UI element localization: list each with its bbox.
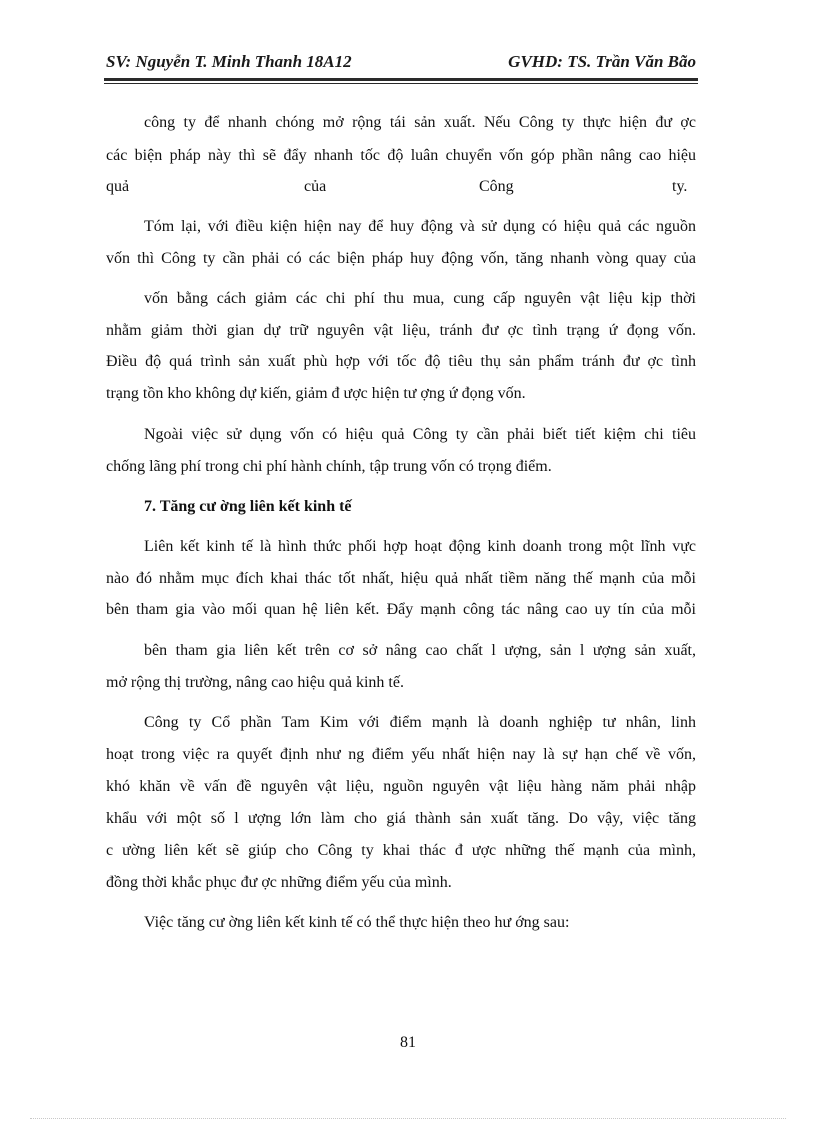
spread-line	[106, 173, 696, 201]
text-line: Điều độ quá trình sản xuất phù hợp với tốc độ tiêu thụ sản phẩm tránh đư ợc tình	[106, 353, 696, 370]
text-line: trạng tồn kho không dự kiến, giảm đ ược hiện tư ợng ứ đọng vốn.	[106, 385, 526, 402]
text-line: bên tham gia vào mối quan hệ liên kết. Đẩy mạnh công tác nâng cao uy tín của mỗi	[106, 601, 696, 618]
section-heading: 7. Tăng cư ờng liên kết kinh tế	[144, 498, 352, 515]
header-rule-thick	[104, 78, 698, 81]
text-line: Việc tăng cư ờng liên kết kinh tế có thể thực hiện theo hư ớng sau:	[144, 914, 570, 931]
text-line: Liên kết kinh tế là hình thức phối hợp hoạt động kinh doanh trong một lĩnh vực	[144, 538, 696, 555]
spread-word: của	[304, 178, 327, 195]
text-line: hoạt trong việc ra quyết định như ng điểm yếu nhất hiện nay là sự hạn chế về vốn,	[106, 746, 696, 763]
text-line: chống lãng phí trong chi phí hành chính, tập trung vốn có trọng điểm.	[106, 458, 552, 475]
text-line: các biện pháp này thì sẽ đẩy nhanh tốc độ luân chuyển vốn góp phần nâng cao hiệu	[106, 147, 696, 164]
text-line: c ường liên kết sẽ giúp cho Công ty khai thác đ ược những thế mạnh của mình,	[106, 842, 696, 859]
text-line: nào đó nhằm mục đích khai thác tốt nhất, hiệu quả nhất tiềm năng thế mạnh của mỗi	[106, 570, 696, 587]
text-line: Tóm lại, với điều kiện hiện nay để huy động và sử dụng có hiệu quả các nguồn	[144, 218, 696, 235]
header-rule-thin	[104, 83, 698, 84]
text-line: khó khăn về vấn đề nguyên vật liệu, nguồn nguyên vật liệu hàng năm phải nhập	[106, 778, 696, 795]
text-line: Ngoài việc sử dụng vốn có hiệu quả Công ty cần phải biết tiết kiệm chi tiêu	[144, 426, 696, 443]
page-header	[104, 50, 698, 80]
spread-word: Công	[479, 178, 514, 195]
header-student: SV: Nguyễn T. Minh Thanh 18A12	[106, 52, 352, 71]
spread-word: ty.	[672, 178, 688, 195]
text-line: Công ty Cổ phần Tam Kim với điểm mạnh là doanh nghiệp tư nhân, linh	[144, 714, 696, 731]
page-number: 81	[400, 1034, 416, 1051]
text-line: công ty để nhanh chóng mở rộng tái sản xuất. Nếu Công ty thực hiện đư ợc	[144, 114, 696, 131]
header-supervisor: GVHD: TS. Trần Văn Bão	[508, 52, 696, 71]
text-line: vốn bằng cách giảm các chi phí thu mua, cung cấp nguyên vật liệu kịp thời	[144, 290, 696, 307]
text-line: nhằm giảm thời gian dự trữ nguyên vật liệu, tránh đư ợc tình trạng ứ đọng vốn.	[106, 322, 696, 339]
text-line: vốn thì Công ty cần phải có các biện pháp huy động vốn, tăng nhanh vòng quay của	[106, 250, 696, 267]
text-line: đồng thời khắc phục đư ợc những điểm yếu của mình.	[106, 874, 452, 891]
text-line: khẩu với một số l ượng lớn làm cho giá thành sản xuất tăng. Do vậy, việc tăng	[106, 810, 696, 827]
spread-word: quả	[106, 178, 130, 195]
text-line: bên tham gia liên kết trên cơ sở nâng cao chất l ượng, sản l ượng sản xuất,	[144, 642, 696, 659]
text-line: mở rộng thị trường, nâng cao hiệu quả kinh tế.	[106, 674, 404, 691]
page-bottom-border	[30, 1118, 786, 1119]
